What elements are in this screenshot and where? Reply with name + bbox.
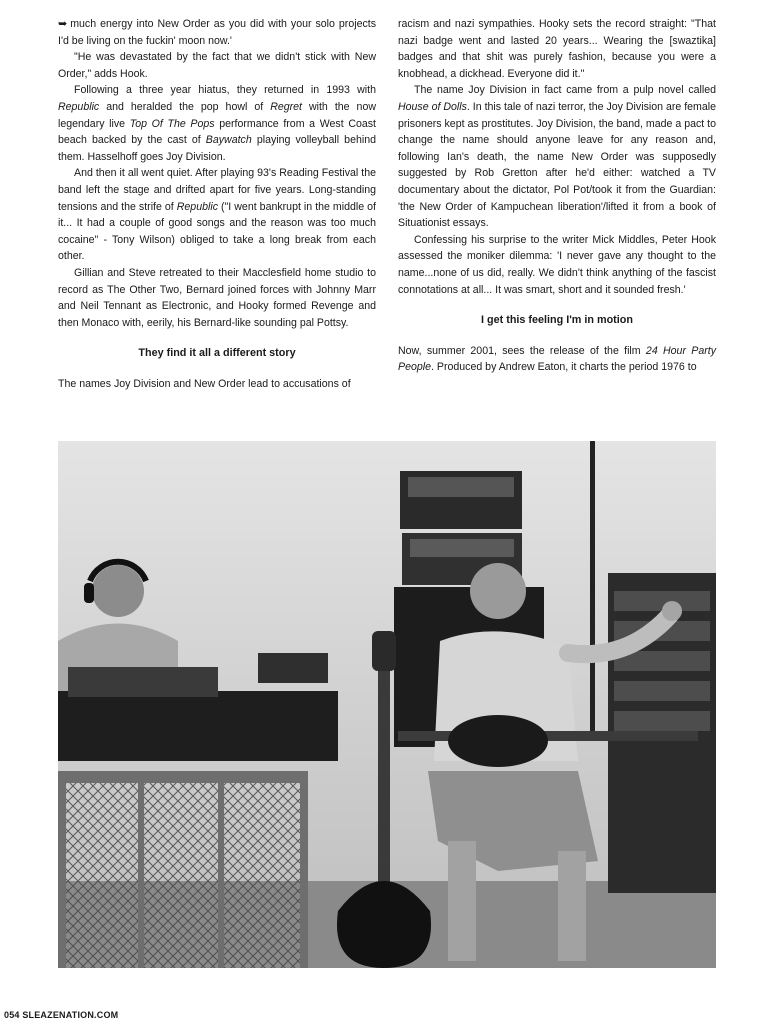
section-heading: I get this feeling I'm in motion — [481, 314, 633, 327]
album-title: Republic — [58, 100, 100, 113]
right-column — [398, 16, 716, 376]
paragraph: "He was devastated by the fact that we didn't stick with New Order," adds Hook. — [58, 51, 376, 80]
paragraph — [58, 16, 376, 49]
show-title: Top Of The Pops — [129, 117, 215, 130]
paragraph-text: much energy into New Order as you did with your solo projects I'd be living on the fuckin' moon now.' — [58, 18, 376, 47]
text-run: with the now legendary live — [58, 100, 376, 130]
studio-photo — [58, 441, 716, 968]
paragraph: Gillian and Steve retreated to their Macclesfield home studio to record as The Other Two, Bernard joined forces with Johnny Marr and Neil Tennant as Electronic, and Hooky formed Revenge and then Monaco with, eerily, his Bernard-like sounding pal Pottsy. — [58, 266, 376, 329]
paragraph — [398, 343, 716, 376]
film-title: 24 Hour Party People — [398, 344, 716, 374]
text-run: playing volleyball behind them. Hasselhoff goes Joy Division. — [58, 134, 376, 163]
continued-arrow-icon: ➥ — [58, 18, 68, 30]
text-run: And then it all went quiet. After playing 93's Reading Festival the band left the stage and drifted apart for five years. Long-standing tensions and the strife of — [58, 167, 376, 213]
left-column — [58, 16, 376, 392]
text-run: and heralded the pop howl of — [99, 100, 271, 113]
text-run: The name Joy Division in fact came from a pulp novel called — [414, 84, 716, 97]
paragraph: Confessing his surprise to the writer Mick Middles, Peter Hook assessed the moniker dilemma: 'I never gave any thought to the name...none of us did, really. We didn't think anything of the fascist connotations at all... It was smart, short and it sounded fresh.' — [398, 233, 716, 296]
text-run: . In this tale of nazi terror, the Joy Division are female prisoners kept as prostitutes. Joy Division, the band, made a pact to change the name should anyone leave for any reason and, following Ian's death, the name New Order was supposedly suggested by Rob Gretton after he'd either: watched a TV documentary about the dictator, Pol Pot/took it from the Guardian: 'the New Order of Kampuchean liberation'/lifted it from a book of Situationist essays. — [398, 100, 716, 230]
paragraph — [398, 82, 716, 231]
paragraph: racism and nazi sympathies. Hooky sets the record straight: "That nazi badge went and lasted 20 years... Wearing the [swaztika] badges and that shit was purely fashion, because you were a knobhead, a dickhead. Everyone did it." — [398, 18, 716, 80]
text-run: ("I went bankrupt in the middle of it... It had a couple of good songs and the reason was too much cocaine" - Tony Wilson) obliged to take a long break from each other. — [58, 200, 376, 263]
song-title: Regret — [270, 100, 302, 113]
album-title: Republic — [176, 200, 218, 213]
studio-photo-illustration — [58, 441, 716, 968]
book-title: House of Dolls — [398, 100, 467, 113]
section-heading: They find it all a different story — [138, 347, 296, 360]
text-run: Now, summer 2001, sees the release of the film — [398, 344, 646, 357]
paragraph: The names Joy Division and New Order lead to accusations of — [58, 377, 351, 390]
text-run: . Produced by Andrew Eaton, it charts the period 1976 to — [431, 361, 697, 374]
paragraph — [58, 165, 376, 265]
text-run: performance from a West Coast beach backed by the cast of — [58, 117, 376, 147]
show-title: Baywatch — [205, 134, 252, 147]
text-run: Following a three year hiatus, they returned in 1993 with — [74, 84, 376, 97]
page-footer: 054 SLEAZENATION.COM — [4, 1010, 119, 1020]
paragraph — [58, 82, 376, 165]
